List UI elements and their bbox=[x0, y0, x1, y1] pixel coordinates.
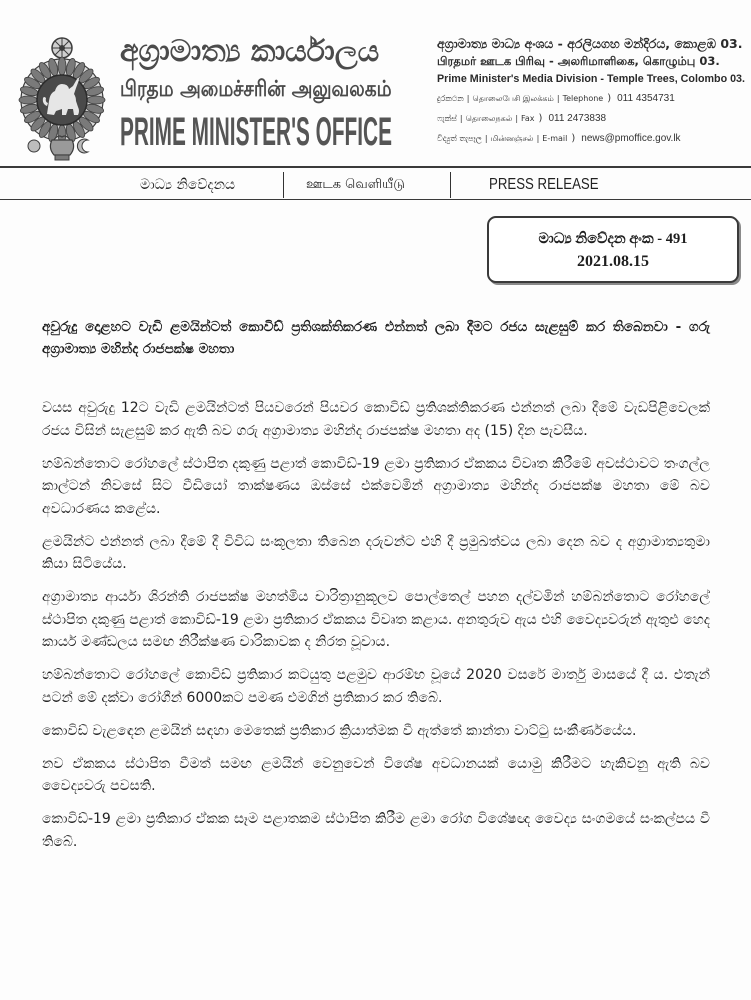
release-number: මාධ්‍ය නිවේදන අංක - 491 bbox=[538, 230, 688, 247]
email-address: news@pmoffice.gov.lk bbox=[581, 133, 681, 144]
fax-label-sinhala: ෆැක්ස් bbox=[437, 114, 457, 123]
telephone-line-content bbox=[437, 91, 675, 107]
paragraph: අග්‍රාමාත්‍ය ආර්යා ශිරන්ති රාජපක්ෂ මහත්මිය චාරිත්‍රානුකූලව පොල්තෙල් පහන දල්වමින් හම්බන්තොට රෝහලේ ස්ථාපිත දකුණු පළාත් කොවිඩ්-19 ළමා ප්‍රතිකාර ඒකකය විවෘත කළාය. අනතුරුව ඇය එහි වෛද්‍යවරුන් ඇතුළු හෙද කාර්ය මණ්ඩලය සමඟ නිරීක්ෂණ චාරිකාවක ද නිරත වූවාය. bbox=[42, 589, 710, 650]
label-separator: | bbox=[515, 114, 519, 123]
banner-tamil bbox=[306, 174, 432, 196]
value-separator: ) bbox=[571, 133, 576, 144]
release-date: 2021.08.15 bbox=[577, 252, 649, 270]
media-division-tamil bbox=[437, 53, 737, 70]
office-name-tamil-text: பிரதம அமைச்சரின் அலுவலகம் bbox=[120, 77, 392, 102]
value-separator: ) bbox=[607, 93, 612, 104]
paragraph: හම්බන්තොට රෝහලේ ස්ථාපිත දකුණු පළාත් කොවිඩ්-19 ළමා ප්‍රතිකාර ඒකකය විවෘත කිරීමේ අවස්ථාවට තංගල්ල කාල්ටන් නිවසේ සිට වීඩියෝ තාක්ෂණය ඔස්සේ එක්වෙමින් අග්‍රාමාත්‍ය මහින්ද රාජපක්ෂ මහතා මේ බව අවධාරණය කළේය. bbox=[42, 455, 710, 517]
office-name-tamil bbox=[120, 73, 392, 107]
label-separator: | bbox=[556, 94, 560, 103]
article bbox=[42, 316, 710, 864]
email-label-tamil: மின்னஞ்சல் bbox=[490, 134, 534, 143]
band-bottom-rule bbox=[0, 199, 751, 200]
media-division-sinhala-text: අග්‍රාමාත්‍ය මාධ්‍ය අංශය - අරලියගහ මන්දිරය, කොළඹ 03. bbox=[437, 36, 743, 51]
telephone-number: 011 4354731 bbox=[617, 93, 675, 104]
office-name-english bbox=[120, 110, 392, 154]
banner-english-text: PRESS RELEASE bbox=[489, 176, 599, 193]
fax-number: 011 2473838 bbox=[548, 113, 607, 124]
label-separator: | bbox=[484, 134, 488, 143]
media-division-english bbox=[437, 71, 745, 87]
paragraph: ළමයින්ට එන්නත් ලබා දීමේ දී විවිධ සංකූලතා තිබෙන දරුවන්ට එහි දී ප්‍රමුඛත්වය ලබා දෙන බව ද අග්‍රාමාත්‍යතුමා කියා සිටියේය. bbox=[42, 533, 710, 572]
paragraph: කොවිඩ්-19 ළමා ප්‍රතිකාර ඒකක සෑම පළාතකම ස්ථාපිත කිරීම ළමා රෝග විශේෂඥ වෛද්‍ය සංගමයේ සංකල්පය වී තිබේ. bbox=[42, 811, 710, 850]
release-number-box bbox=[487, 216, 739, 283]
dharma-wheel-icon bbox=[52, 38, 72, 58]
label-separator: | bbox=[536, 134, 540, 143]
email-label-english: E-mail bbox=[542, 134, 568, 143]
moon-icon bbox=[77, 139, 88, 153]
banner-sinhala bbox=[140, 174, 265, 196]
banner-tamil-text: ஊடக வெளியீடு bbox=[306, 177, 405, 192]
paragraph: වයස අවුරුදු 12ට වැඩි ළමයින්ටත් පියවරෙන් පියවර කොවිඩ් ප්‍රතිශක්තිකරණ එන්නත් ලබා දීමේ වැඩපිළිවෙලක් රජය විසින් සැළසුම් කර ඇති බව ගරු අග්‍රාමාත්‍ය මහින්ද රාජපක්ෂ මහතා අද (15) දින පැවසීය. bbox=[42, 400, 710, 439]
telephone-line bbox=[437, 91, 737, 107]
national-emblem-icon bbox=[18, 34, 106, 162]
office-name-sinhala-text: අග්‍රාමාත්‍ය කාර්යාලය bbox=[120, 34, 380, 69]
telephone-label-sinhala: දුරකථන bbox=[437, 94, 464, 103]
banner-english bbox=[489, 173, 599, 197]
email-label-sinhala: විද්‍යුත් තැපෑල bbox=[437, 134, 482, 143]
email-line-content bbox=[437, 131, 681, 147]
headline: අවුරුදු දොළහට වැඩි ළමයින්ටත් කොවිඩ් ප්‍රතිශක්තිකරණ එන්නත් ලබා දීමට රජය සැළසුම් කර තිබෙනවා - ගරු අග්‍රාමාත්‍ය මහින්ද රාජපක්ෂ මහතා bbox=[42, 319, 710, 357]
article-body bbox=[42, 397, 710, 853]
fax-line-content bbox=[437, 111, 606, 127]
fax-line bbox=[437, 111, 737, 127]
paragraph: හම්බන්තොට රෝහලේ කොවිඩ් ප්‍රතිකාර කටයුතු පළමුව ආරම්භ වූයේ 2020 වසරේ මාර්තු මාසයේ දී ය. එතැන් පටන් මේ දක්වා රෝගීන් 6000කට පමණ එමගින් ප්‍රතිකාර කර තිබේ. bbox=[42, 667, 710, 706]
media-division-english-text: Prime Minister's Media Division - Temple Trees, Colombo 03. bbox=[437, 73, 745, 85]
paragraph: කොවිඩ් වැළඳෙන ළමයින් සඳහා මෙතෙක් ප්‍රතිකාර ක්‍රියාත්මක වී ඇත්තේ කාන්තා වාට්ටු සංකීර්ණයේය. bbox=[42, 722, 637, 739]
office-name-sinhala bbox=[120, 32, 392, 72]
fax-label-tamil: தொலைநகல் bbox=[465, 114, 513, 123]
media-division-tamil-text: பிரதமர் ஊடக பிரிவு - அலரிமாளிகை, கொழும்பு 03. bbox=[437, 54, 720, 68]
telephone-label-tamil: தொலைபேசி இலக்கம் bbox=[472, 94, 554, 103]
office-name-english-text: PRIME MINISTER'S OFFICE bbox=[120, 110, 392, 154]
value-separator: ) bbox=[538, 113, 543, 124]
media-division-sinhala bbox=[437, 35, 745, 53]
banner-divider bbox=[283, 172, 284, 198]
label-separator: | bbox=[459, 114, 463, 123]
banner-divider bbox=[450, 172, 451, 198]
paragraph: නව ඒකකය ස්ථාපිත වීමත් සමඟ ළමයින් වෙනුවෙන් විශේෂ අවධානයක් යොමු කිරීමට හැකිවනු ඇති බව වෛද්‍යවරු පවසති. bbox=[42, 755, 710, 794]
pot-icon bbox=[50, 136, 73, 160]
banner-sinhala-text: මාධ්‍ය නිවේදනය bbox=[140, 177, 236, 193]
email-line bbox=[437, 131, 737, 147]
telephone-label-english: Telephone bbox=[562, 94, 604, 103]
sun-icon bbox=[28, 140, 40, 152]
label-separator: | bbox=[466, 94, 470, 103]
band-top-rule bbox=[0, 166, 751, 168]
fax-label-english: Fax bbox=[521, 114, 535, 123]
